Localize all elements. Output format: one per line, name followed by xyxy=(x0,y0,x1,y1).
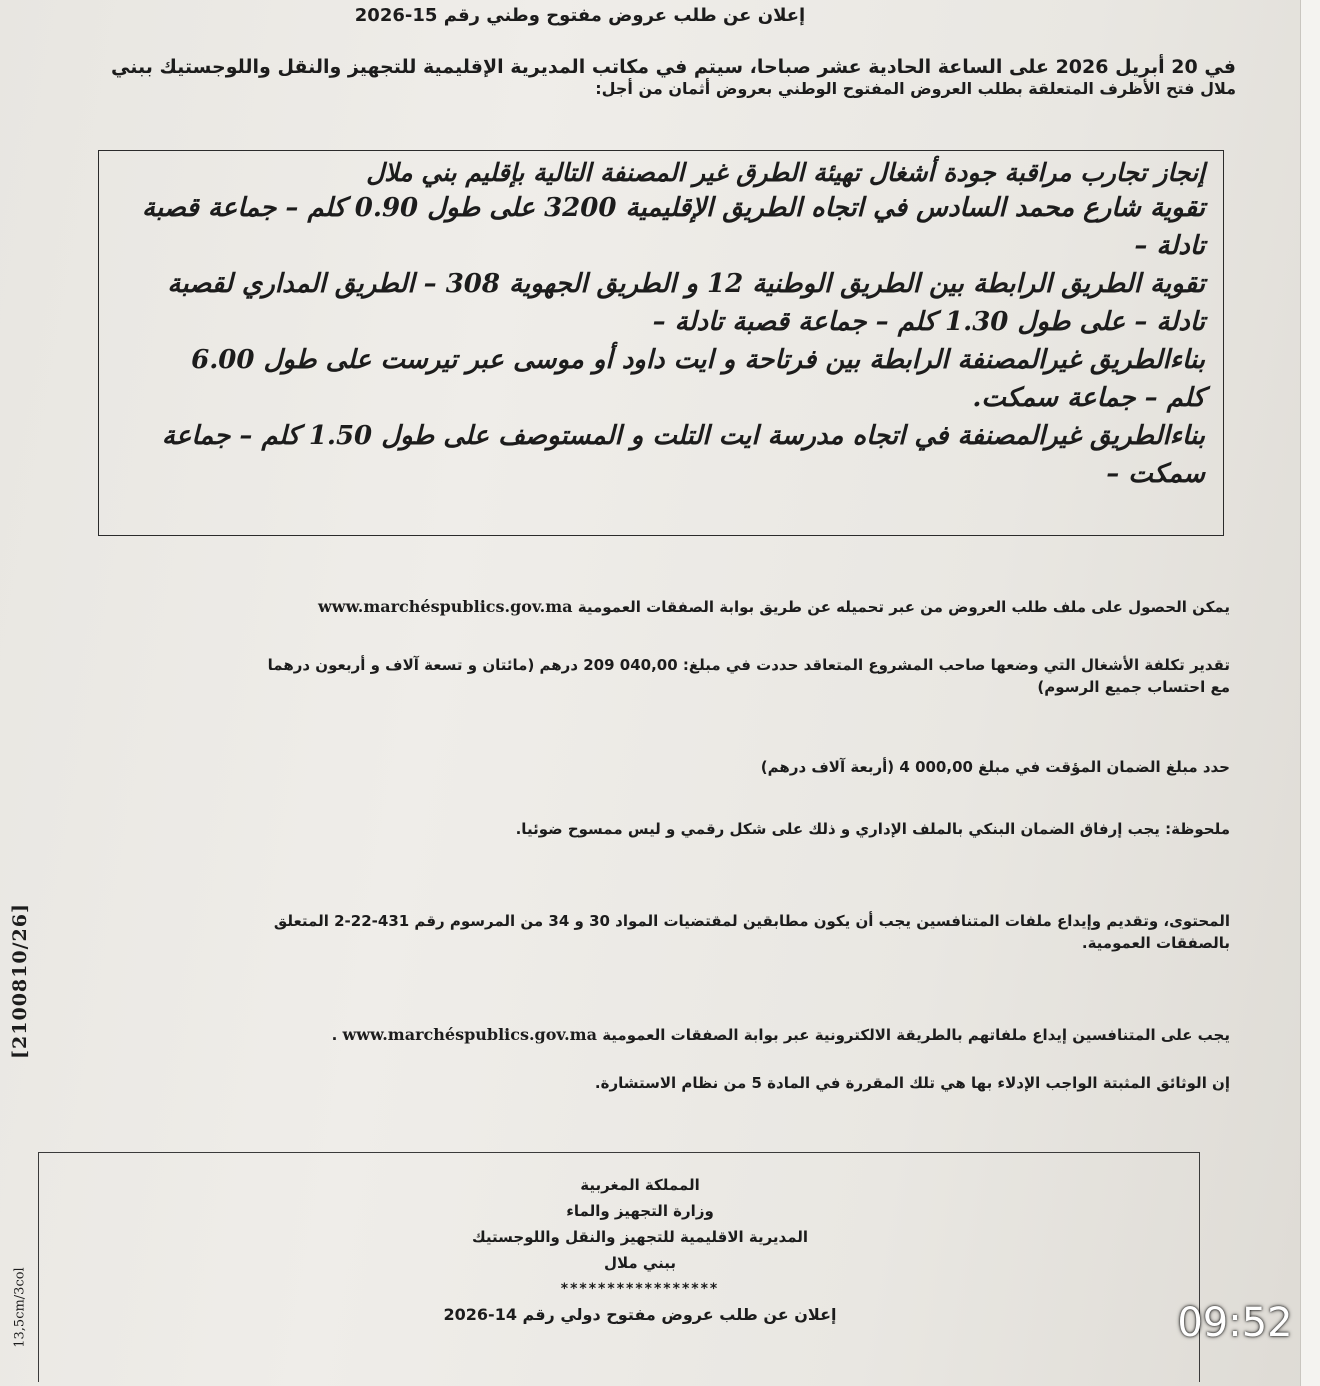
works-line-2: تقوية شارع محمد السادس في اتجاه الطريق الإقليمية 3200 على طول 0.90 كلم – جماعة قصبة xyxy=(142,193,1205,223)
estimate-line-2: مع احتساب جميع الرسوم) xyxy=(1037,678,1230,696)
estimate-line-1: تقدير تكلفة الأشغال التي وضعها صاحب المشروع المتعاقد حددت في مبلغ: 040,00 209 درهم (مائتان و تسعة آلاف و أربعون درهما xyxy=(267,656,1230,674)
guarantee-text: حدد مبلغ الضمان المؤقت في مبلغ 000,00 4 (أربعة آلاف درهم) xyxy=(760,758,1230,776)
dossier-text: يمكن الحصول على ملف طلب العروض من عبر تحميله عن طريق بوابة الصفقات العمومية xyxy=(577,598,1230,616)
works-line-7: كلم – جماعة سمكت. xyxy=(972,383,1205,413)
ad-size-label: 13,5cm/3col xyxy=(12,1267,28,1348)
works-line-6: بناءالطريق غيرالمصنفة الرابطة بين فرتاحة و ايت داود أو موسى عبر تيرست على طول 6.00 xyxy=(191,345,1205,375)
dossier-paragraph xyxy=(110,596,1230,618)
content-line-1: المحتوى، وتقديم وإيداع ملفات المتنافسين يجب أن يكون مطابقين لمقتضيات المواد 30 و 34 من المرسوم رقم 431-22-2 المتعلق xyxy=(273,912,1230,930)
status-clock: 09:52 xyxy=(1177,1300,1293,1346)
announcement-title-text: إعلان عن طلب عروض مفتوح وطني رقم 15-2026 xyxy=(354,5,806,26)
note-text: ملحوظة: يجب إرفاق الضمان البنكي بالملف الإداري و ذلك على شكل رقمي و ليس ممسوح ضوئيا. xyxy=(515,820,1230,838)
estimate-paragraph xyxy=(110,654,1230,698)
dossier-url: www.marchéspublics.gov.ma xyxy=(318,597,573,616)
works-line-4: تقوية الطريق الرابطة بين الطريق الوطنية 12 و الطريق الجهوية 308 – الطريق المداري لقصبة xyxy=(167,269,1205,299)
next-announcement-title: إعلان عن طلب عروض مفتوح دولي رقم 14-2026 xyxy=(443,1305,837,1324)
announcement-title xyxy=(300,4,860,28)
intro-line-2: ملال فتح الأظرف المتعلقة بطلب العروض المفتوح الوطني بعروض أثمان من أجل: xyxy=(595,79,1236,98)
deposit-text: يجب على المتنافسين إيداع ملفاتهم بالطريقة الالكترونية عبر بوابة الصفقات العمومية xyxy=(602,1026,1230,1044)
content-line-2: بالصفقات العمومية. xyxy=(1081,934,1230,952)
directorate-label: المديرية الاقليمية للتجهيز والنقل واللوجستيك xyxy=(471,1228,809,1246)
works-line-9: سمكت – xyxy=(1106,459,1205,489)
guarantee-paragraph xyxy=(110,756,1230,778)
content-paragraph xyxy=(110,910,1230,954)
kingdom-label: المملكة المغربية xyxy=(580,1176,700,1194)
ministry-label: وزارة التجهيز والماء xyxy=(566,1202,714,1220)
works-line-1: إنجاز تجارب مراقبة جودة أشغال تهيئة الطرق غير المصنفة التالية بإقليم بني ملال xyxy=(366,158,1205,187)
works-line-5: تادلة – على طول 1.30 كلم – جماعة قصبة تادلة – xyxy=(652,307,1205,337)
works-line-8: بناءالطريق غيرالمصنفة في اتجاه مدرسة ايت التلت و المستوصف على طول 1.50 كلم – جماعة xyxy=(161,421,1205,451)
deposit-url: www.marchéspublics.gov.ma xyxy=(342,1025,597,1044)
adjacent-column-edge xyxy=(1300,0,1320,1386)
works-line-3: تادلة – xyxy=(1134,231,1205,261)
stars-divider: ***************** xyxy=(560,1281,720,1297)
intro-line-1: في 20 أبريل 2026 على الساعة الحادية عشر صباحا، سيتم في مكاتب المديرية الإقليمية للتجهيز والنقل واللوجستيك ببني xyxy=(111,56,1236,78)
deposit-paragraph xyxy=(110,1024,1230,1046)
announcement-intro xyxy=(96,56,1236,100)
city-label: ببني ملال xyxy=(604,1254,676,1272)
reference-code: [2100810/26] xyxy=(9,903,31,1059)
deposit-end: . xyxy=(331,1026,338,1044)
next-announcement-header xyxy=(430,1172,850,1328)
note-paragraph xyxy=(110,818,1230,840)
works-description-box xyxy=(98,150,1224,536)
documents-paragraph xyxy=(110,1072,1230,1094)
documents-text: إن الوثائق المثبتة الواجب الإدلاء بها هي تلك المقررة في المادة 5 من نظام الاستشارة. xyxy=(594,1074,1230,1092)
